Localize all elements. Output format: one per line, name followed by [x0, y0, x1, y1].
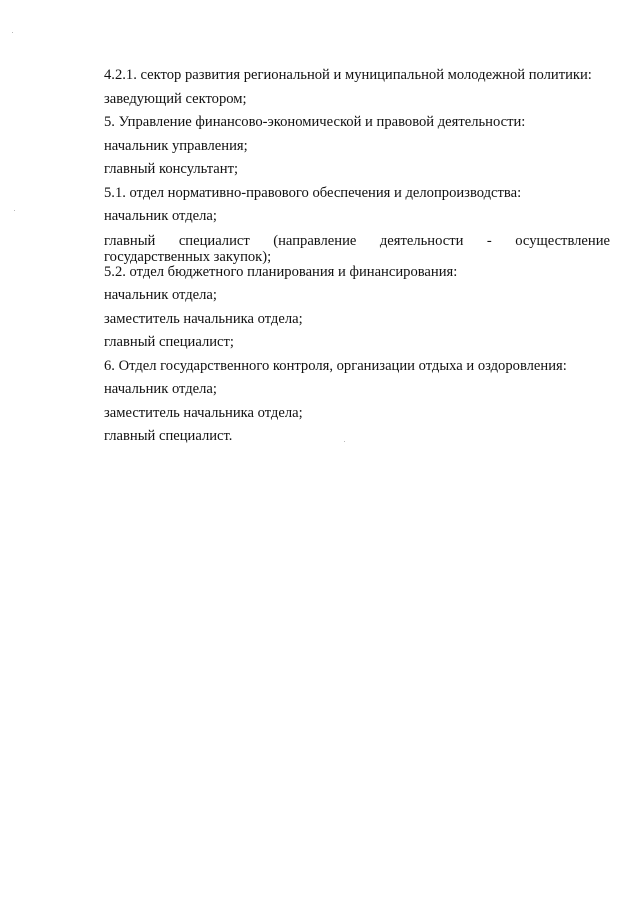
position-item: начальник отдела;	[104, 287, 217, 303]
position-item: заместитель начальника отдела;	[104, 310, 303, 327]
section-heading-6: 6. Отдел государственного контроля, организации отдыха и оздоровления:	[104, 357, 567, 374]
position-item: главный консультант;	[104, 161, 239, 177]
position-item: заведующий сектором;	[104, 90, 247, 107]
section-heading-5-1: 5.1. отдел нормативно-правового обеспечения и делопроизводства:	[104, 184, 522, 201]
position-item-procurement: главный специалист (направление деятельности - осуществление государственных закупок);	[104, 232, 610, 265]
position-item: начальник отдела;	[104, 208, 217, 224]
scan-speck	[14, 210, 15, 211]
document-body	[104, 66, 610, 451]
position-item: главный специалист.	[104, 428, 233, 444]
section-heading-4-2-1: 4.2.1. сектор развития региональной и муниципальной молодежной политики:	[104, 67, 592, 83]
section-heading-5-2: 5.2. отдел бюджетного планирования и финансирования:	[104, 263, 458, 280]
position-item: заместитель начальника отдела;	[104, 404, 303, 421]
scan-speck	[12, 32, 13, 33]
position-item: начальник управления;	[104, 137, 248, 154]
position-item: главный специалист;	[104, 334, 234, 350]
section-heading-5: 5. Управление финансово-экономической и правовой деятельности:	[104, 114, 526, 130]
position-item: начальник отдела;	[104, 381, 217, 397]
